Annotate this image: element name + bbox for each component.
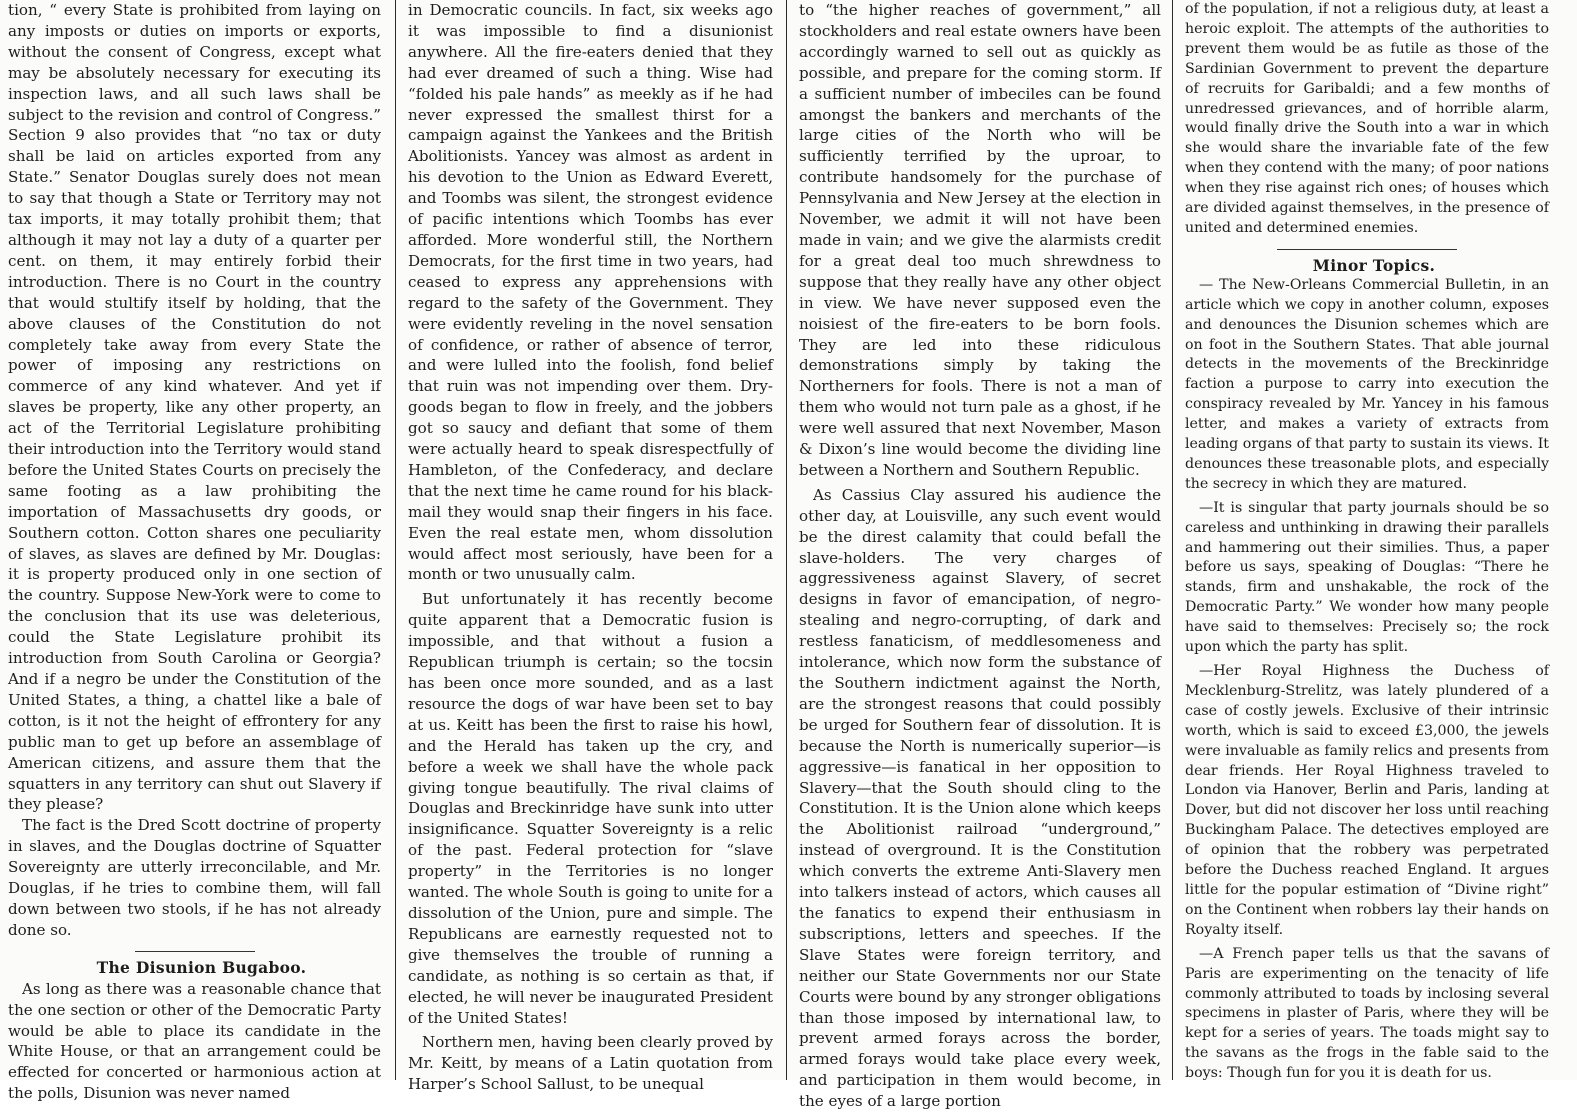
col2-paragraph-3: Northern men, having been clearly proved by Mr. Keitt, by means of a Latin quotation from Harper’s School Sallust, to be unequal (408, 1033, 773, 1094)
col2-paragraph-1: in Democratic councils. In fact, six weeks ago it was impossible to find a disunionist anywhere. All the fire-eaters denied that they had ever dreamed of such a thing. Wise had “folded his pale hands” as meekly as if he had never expressed the smallest thirst for a campaign against the Yankees and the British Abolitionists. Yancey was almost as ardent in his devotion to the Union as Edward Everett, and Toombs was silent, the strongest evidence of pacific intentions which Toombs has ever afforded. More wonderful still, the Northern Democrats, for the first time in two years, had ceased to express any apprehensions with regard to the safety of the Government. They were evidently reveling in the novel sensation of confidence, or rather of absence of terror, and were lulled into the foolish, fond belief that ruin was not impending over them. Dry-goods began to flow in freely, and the jobbers got so saucy and defiant that some of them were actually heard to speak disrespectfully of Hambleton, of the Confederacy, and declare that the next time he came round for his black-mail they would snap their fingers in his face. Even the real estate men, whom dissolution would affect most seriously, have been for a month or two unusually calm. (408, 1, 773, 584)
column-1 (6, 0, 385, 1103)
minor-topic-item-4: —A French paper tells us that the savans of Paris are experimenting on the tenacity of life commonly attributed to toads by inclosing several specimens in plaster of Paris, where they will be kept for a series of years. The toads might say to the savans as the frogs in the fable said to the boys: Though fun for you it is death for us. (1185, 945, 1549, 1082)
col1-paragraph-2: The fact is the Dred Scott doctrine of property in slaves, and the Douglas doctrine of Squatter Sovereignty are utterly irreconcilable, and Mr. Douglas, if he tries to combine them, will fall down between two stools, if he has not already done so. (8, 816, 381, 939)
col1-paragraph-3: As long as there was a reasonable chance that the one section or other of the Democratic Party would be able to place its candidate in the White House, or that an arrangement could be effected for concerted or harmonious action at the polls, Disunion was never named (8, 979, 381, 1103)
col3-paragraph-2: As Cassius Clay assured his audience the other day, at Louisville, any such event would be the direst calamity that could befall the slave-holders. The very charges of aggressiveness against Slavery, of secret designs in favor of emancipation, of negro-stealing and negro-corrupting, of dark and restless fanaticism, of meddlesomeness and intolerance, which now form the substance of the Southern indictment against the North, are the strongest reasons that could possibly be urged for Southern fear of dissolution. It is because the North is numerically superior—is aggressive—is fanatical in her opposition to Slavery—that the South should cling to the Constitution. It is the Union alone which keeps the Abolitionist railroad “underground,” instead of overground. It is the Constitution which converts the extreme Anti-Slavery men into talkers instead of actors, which causes all the fanatics to expend their enthusiasm in subscriptions, letters and speeches. If the Slave States were foreign territory, and neither our State Governments nor our State Courts were bound by any stronger obligations than those imposed by international law, to prevent armed forays across the border, armed forays would take place every week, and participation in them would become, in the eyes of a large portion (799, 485, 1161, 1111)
minor-topic-item-1: — The New-Orleans Commercial Bulletin, in an article which we copy in another column, exposes and denounces the Disunion schemes which are on foot in the Southern States. That able journal detects in the movements of the Breckinridge faction a purpose to carry into execution the conspiracy revealed by Mr. Yancey in his famous letter, and makes a variety of extracts from leading organs of that party to sustain its views. It denounces these treasonable plots, and especially the secrecy in which they are matured. (1185, 276, 1549, 492)
column-rule (786, 0, 787, 1080)
column-rule (395, 0, 396, 1080)
col1-paragraph-1: tion, “ every State is prohibited from laying on any imposts or duties on imports or exports, without the consent of Congress, except what may be absolutely necessary for executing its inspection laws, and all such laws shall be subject to the revision and control of Congress.” Section 9 also provides that “no tax or duty shall be laid on articles exported from any State.” Senator Douglas surely does not mean to say that though a State or Territory may not tax imports, it may totally prohibit them; that although it may not lay a duty of a quarter per cent. on them, it may entirely forbid their introduction. There is no Court in the country that would stultify itself by holding, that the above clauses of the Constitution do not completely take away from every State the power of imposing any restrictions on commerce of any kind whatever. And yet if slaves be property, like any other property, an act of the Territorial Legislature prohibiting their introduction into the Territory would stand before the United States Courts on precisely the same footing as a law prohibiting the importation of Massachusetts dry goods, or Southern cotton. Cotton shares one peculiarity of slaves, as slaves are defined by Mr. Douglas: it is property produced only in one section of the country. Suppose New-York were to come to the conclusion that its use was deleterious, could the State Legislature prohibit its introduction from South Carolina or Georgia? And if a negro be under the Constitution of the United States, a thing, a chattel like a bale of cotton, is it not the height of effrontery for any public man to get up before an assemblage of American citizens, and assure them that the squatters in any territory can shut out Slavery if they please? (8, 1, 381, 814)
disunion-bugaboo-heading: The Disunion Bugaboo. (96, 957, 307, 977)
column-2 (404, 0, 777, 1094)
col4-paragraph-1: of the population, if not a religious duty, at least a heroic exploit. The attempts of the authorities to prevent them would be as futile as those of the Sardinian Government to prevent the departure of recruits for Garibaldi; and a few months of unredressed grievances, and of horrible alarm, would finally drive the South into a war in which she would share the invariable fate of the few when they contend with the many; of poor nations when they rise against rich ones; of houses which are divided against themselves, in the presence of united and determined enemies. (1185, 1, 1549, 236)
col2-paragraph-2: But unfortunately it has recently become quite apparent that a Democratic fusion is impossible, and that without a fusion a Republican triumph is certain; so the tocsin has been once more sounded, and as a last resource the dogs of war have been set to bay at us. Keitt has been the first to raise his howl, and the Herald has taken up the cry, and before a week we shall have the whole pack giving tongue beautifully. The rival claims of Douglas and Breckinridge have sunk into utter insignificance. Squatter Sovereignty is a relic of the past. Federal protection for “slave property” in the Territories is no longer wanted. The whole South is going to unite for a dissolution of the Union, pure and simple. The Republicans are earnestly requested not to give themselves the trouble of running a candidate, as nothing is so certain as that, if elected, he will never be inaugurated President of the United States! (408, 590, 773, 1027)
section-divider (135, 951, 255, 952)
column-4 (1181, 0, 1553, 1080)
minor-topics-heading: Minor Topics. (1312, 255, 1436, 275)
minor-topic-item-3: —Her Royal Highness the Duchess of Mecklenburg-Strelitz, was lately plundered of a case of costly jewels. Exclusive of their intrinsic worth, which is said to exceed £3,000, the jewels were invaluable as family relics and presents from dear friends. Her Royal Highness traveled to London via Hanover, Berlin and Paris, landing at Dover, but did not discover her loss until reaching Buckingham Palace. The detectives employed are of opinion that the robbery was perpetrated before the Duchess reached England. It argues little for the popular estimation of “Divine right” on the Continent when robbers lay their hands on Royalty itself. (1185, 663, 1549, 938)
column-rule (1172, 0, 1173, 1080)
col3-paragraph-1: to “the higher reaches of government,” all stockholders and real estate owners have been accordingly warned to sell out as quickly as possible, and prepare for the coming storm. If a sufficient number of imbeciles can be found amongst the bankers and merchants of the large cities of the North who will be sufficiently terrified by the uproar, to contribute handsomely for the purchase of Pennsylvania and New Jersey at the election in November, we admit it will not have been made in vain; and we give the alarmists credit for a great deal too much shrewdness to suppose that they really have any other object in view. We have never supposed even the noisiest of the fire-eaters to be born fools. They are led into these ridiculous demonstrations simply by taking the Northerners for fools. There is not a man of them who would not turn pale as a ghost, if he were well assured that next November, Mason & Dixon’s line would become the dividing line between a Northern and Southern Republic. (799, 1, 1161, 479)
section-divider (1277, 249, 1457, 250)
minor-topic-item-2: —It is singular that party journals should be so careless and unthinking in drawing their parallels and hammering out their similies. Thus, a paper before us says, speaking of Douglas: “There he stands, firm and unshakable, the rock of the Democratic Party.” We wonder how many people have said to themselves: Precisely so; the rock upon which the party has split. (1185, 499, 1549, 656)
column-3 (795, 0, 1165, 1111)
